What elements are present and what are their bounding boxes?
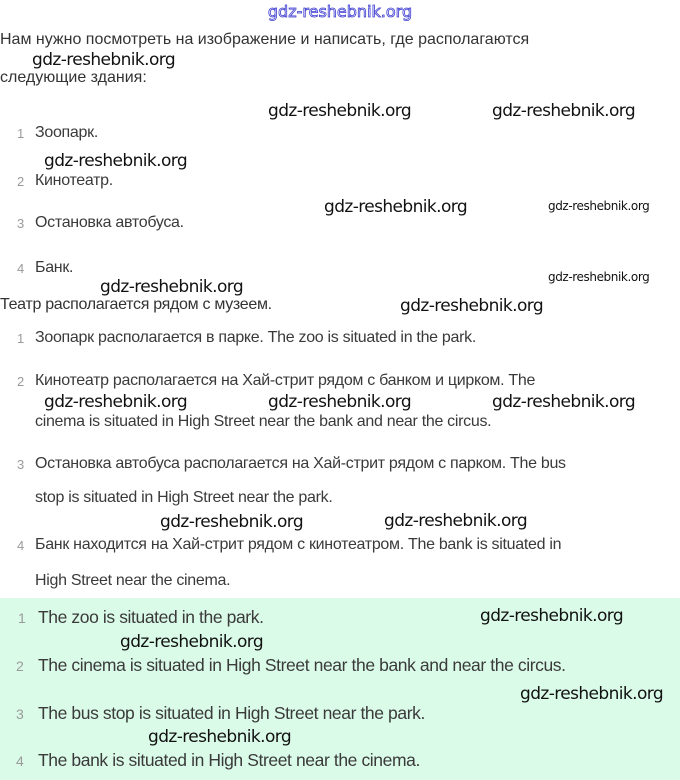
list-item: Кинотеатр. [35, 172, 113, 189]
site-logo: gdz-reshebnik.org [267, 2, 413, 21]
watermark: gdz-reshebnik.org [268, 392, 412, 412]
watermark: gdz-reshebnik.org [548, 270, 650, 284]
answer-line: Зоопарк располагается в парке. The zoo is situated in the park. [35, 329, 476, 346]
answer-line: stop is situated in High Street near the park. [35, 489, 333, 506]
list-number: 3 [17, 216, 25, 231]
watermark: gdz-reshebnik.org [520, 684, 664, 704]
list-number: 4 [17, 261, 25, 276]
watermark: gdz-reshebnik.org [548, 199, 650, 213]
answer-line: Остановка автобуса располагается на Хай-стрит рядом с парком. The bus [35, 455, 566, 472]
watermark: gdz-reshebnik.org [492, 101, 636, 121]
watermark: gdz-reshebnik.org [100, 277, 244, 297]
watermark: gdz-reshebnik.org [268, 101, 412, 121]
answer-number: 2 [17, 374, 25, 389]
watermark: gdz-reshebnik.org [480, 606, 624, 626]
answer-line: The bus stop is situated in High Street near the park. [38, 703, 425, 723]
intro-line-2: следующие здания: [0, 69, 147, 86]
watermark: gdz-reshebnik.org [160, 512, 304, 532]
answer-number: 1 [17, 331, 25, 346]
answer-line: The bank is situated in High Street near the cinema. [38, 750, 420, 770]
watermark: gdz-reshebnik.org [44, 392, 188, 412]
watermark: gdz-reshebnik.org [384, 511, 528, 531]
list-item: Остановка автобуса. [35, 214, 184, 231]
answer-number: 3 [16, 706, 24, 722]
answer-number: 3 [17, 457, 25, 472]
list-item: Банк. [35, 259, 74, 276]
answer-number: 4 [17, 538, 25, 553]
watermark: gdz-reshebnik.org [120, 632, 264, 652]
watermark: gdz-reshebnik.org [492, 392, 636, 412]
answer-number: 1 [18, 610, 26, 626]
list-number: 2 [17, 174, 25, 189]
intro-line-1: Нам нужно посмотреть на изображение и написать, где располагаются [0, 31, 530, 48]
list-number: 1 [17, 126, 25, 141]
answer-number: 2 [16, 658, 24, 674]
watermark: gdz-reshebnik.org [324, 197, 468, 217]
example-sentence: Театр располагается рядом с музеем. [0, 296, 272, 313]
watermark: gdz-reshebnik.org [32, 50, 176, 70]
list-item: Зоопарк. [35, 124, 98, 141]
watermark: gdz-reshebnik.org [148, 727, 292, 747]
answer-line: The zoo is situated in the park. [38, 607, 264, 627]
answer-line: The cinema is situated in High Street near the bank and near the circus. [38, 655, 566, 675]
answer-line: Банк находится на Хай-стрит рядом с кинотеатром. The bank is situated in [35, 536, 562, 553]
watermark: gdz-reshebnik.org [44, 151, 188, 171]
answer-number: 4 [16, 753, 24, 769]
answer-line: cinema is situated in High Street near the bank and near the circus. [35, 413, 492, 430]
watermark: gdz-reshebnik.org [400, 296, 544, 316]
answer-line: High Street near the cinema. [35, 572, 231, 589]
answer-line: Кинотеатр располагается на Хай-стрит рядом с банком и цирком. The [35, 372, 536, 389]
